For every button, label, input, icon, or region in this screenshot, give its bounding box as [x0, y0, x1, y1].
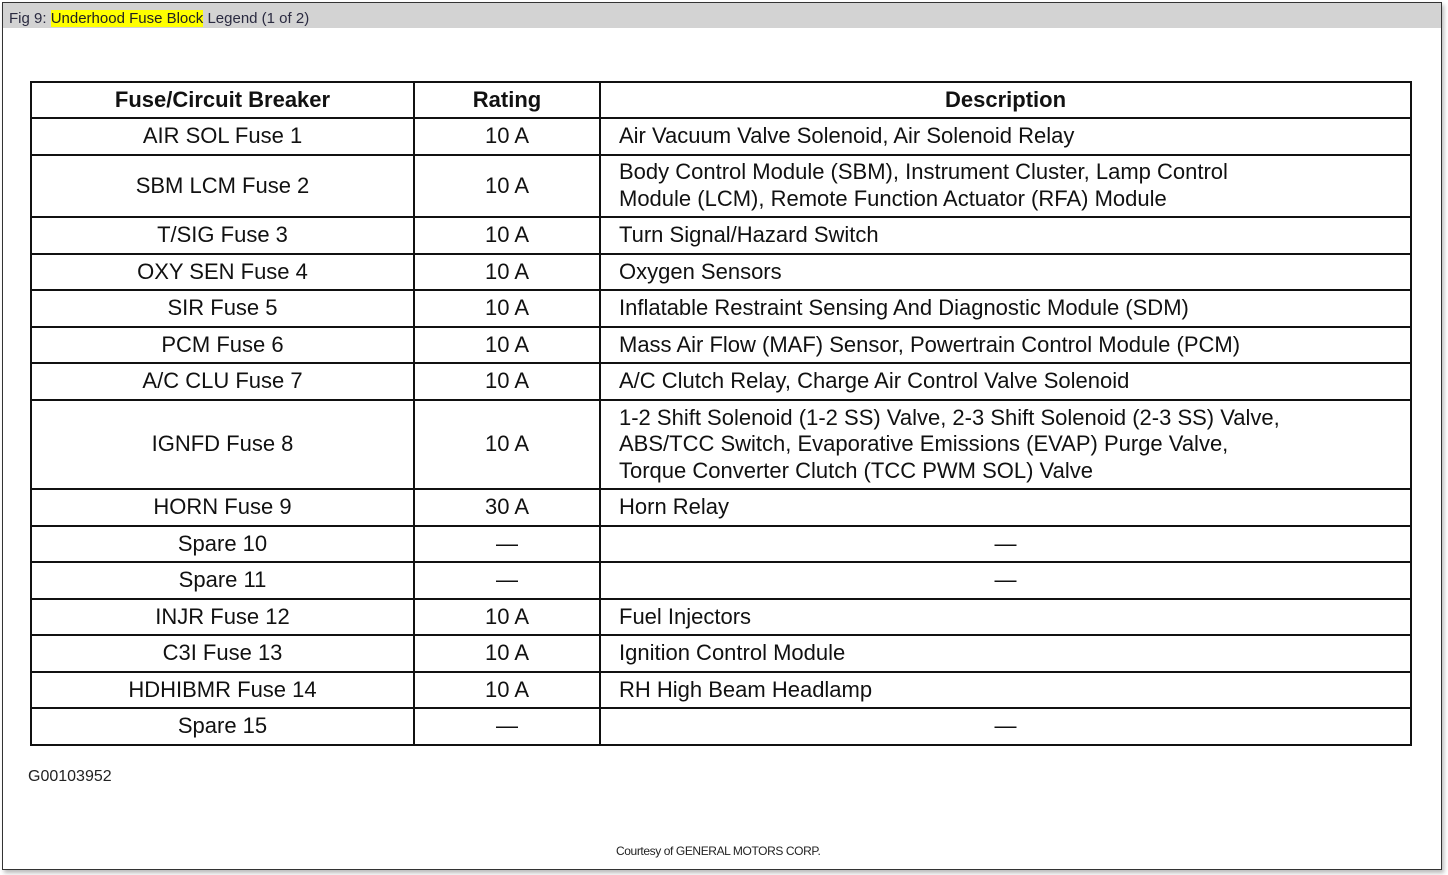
fuse-cell: SBM LCM Fuse 2 [31, 155, 414, 218]
rating-cell: 10 A [414, 672, 600, 709]
rating-cell: 10 A [414, 363, 600, 400]
fuse-cell: SIR Fuse 5 [31, 290, 414, 327]
description-cell [600, 672, 1411, 709]
fuse-cell: HDHIBMR Fuse 14 [31, 672, 414, 709]
table-row [31, 290, 1411, 327]
rating-cell: 10 A [414, 400, 600, 490]
description-line: RH High Beam Headlamp [619, 676, 873, 702]
table-row [31, 635, 1411, 672]
fuse-cell: Spare 15 [31, 708, 414, 745]
description-line: Body Control Module (SBM), Instrument Cluster, Lamp Control [619, 159, 1228, 185]
fuse-cell: A/C CLU Fuse 7 [31, 363, 414, 400]
title-suffix: Legend (1 of 2) [203, 10, 310, 27]
table-row [31, 599, 1411, 636]
rating-cell: 10 A [414, 217, 600, 254]
rating-cell: 10 A [414, 118, 600, 155]
table-row [31, 400, 1411, 490]
fuse-cell: Spare 10 [31, 526, 414, 563]
table-row [31, 708, 1411, 745]
description-cell [600, 155, 1411, 218]
table-row [31, 327, 1411, 364]
description-line: Horn Relay [619, 494, 730, 519]
rating-cell: 10 A [414, 254, 600, 291]
rating-cell: — [414, 526, 600, 563]
description-line: Module (LCM), Remote Function Actuator (RFA) Module [619, 185, 1167, 211]
description-line: Mass Air Flow (MAF) Sensor, Powertrain Control Module (PCM) [619, 331, 1241, 357]
table-row [31, 217, 1411, 254]
fuse-legend-table [30, 81, 1412, 746]
description-cell [600, 635, 1411, 672]
description-cell [600, 327, 1411, 364]
title-prefix: Fig 9: [9, 10, 51, 27]
description-line: Ignition Control Module [619, 640, 846, 665]
table-row [31, 489, 1411, 526]
courtesy-text: Courtesy of GENERAL MOTORS CORP. [616, 844, 821, 858]
rating-cell: — [414, 562, 600, 599]
description-line: 1-2 Shift Solenoid (1-2 SS) Valve, 2-3 Shift Solenoid (2-3 SS) Valve, [619, 404, 1280, 430]
description-line: A/C Clutch Relay, Charge Air Control Valve Solenoid [619, 368, 1130, 393]
description-line: Turn Signal/Hazard Switch [619, 222, 879, 247]
rating-cell: 10 A [414, 327, 600, 364]
description-cell: — [600, 562, 1411, 599]
header-description: Description [600, 82, 1411, 118]
rating-cell: 10 A [414, 290, 600, 327]
description-cell [600, 254, 1411, 291]
table-row [31, 118, 1411, 155]
title-highlight: Underhood Fuse Block [50, 10, 204, 27]
description-cell [600, 118, 1411, 155]
description-line: ABS/TCC Switch, Evaporative Emissions (EVAP) Purge Valve, [619, 431, 1229, 456]
fuse-cell: AIR SOL Fuse 1 [31, 118, 414, 155]
table-row [31, 155, 1411, 218]
table-row [31, 562, 1411, 599]
description-line: Fuel Injectors [619, 603, 752, 629]
description-cell [600, 489, 1411, 526]
description-cell [600, 599, 1411, 636]
rating-cell: — [414, 708, 600, 745]
fuse-cell: Spare 11 [31, 562, 414, 599]
figure-code: G00103952 [28, 768, 112, 785]
fuse-cell: OXY SEN Fuse 4 [31, 254, 414, 291]
rating-cell: 30 A [414, 489, 600, 526]
header-fuse: Fuse/Circuit Breaker [31, 82, 414, 118]
fuse-cell: INJR Fuse 12 [31, 599, 414, 636]
description-cell [600, 363, 1411, 400]
description-cell [600, 290, 1411, 327]
figure-title [3, 3, 1441, 28]
fuse-cell: C3I Fuse 13 [31, 635, 414, 672]
table-row [31, 363, 1411, 400]
fuse-cell: IGNFD Fuse 8 [31, 400, 414, 490]
description-line: Inflatable Restraint Sensing And Diagnostic Module (SDM) [619, 295, 1189, 320]
rating-cell: 10 A [414, 155, 600, 218]
table-row [31, 254, 1411, 291]
rating-cell: 10 A [414, 599, 600, 636]
description-cell [600, 400, 1411, 490]
rating-cell: 10 A [414, 635, 600, 672]
description-cell: — [600, 526, 1411, 563]
description-cell: — [600, 708, 1411, 745]
description-line: Oxygen Sensors [619, 258, 782, 284]
fuse-cell: T/SIG Fuse 3 [31, 217, 414, 254]
fuse-cell: PCM Fuse 6 [31, 327, 414, 364]
fuse-cell: HORN Fuse 9 [31, 489, 414, 526]
table-row [31, 672, 1411, 709]
description-cell [600, 217, 1411, 254]
header-rating: Rating [414, 82, 600, 118]
description-line: Air Vacuum Valve Solenoid, Air Solenoid Relay [619, 123, 1075, 148]
description-line: Torque Converter Clutch (TCC PWM SOL) Valve [619, 457, 1093, 483]
table-row [31, 526, 1411, 563]
